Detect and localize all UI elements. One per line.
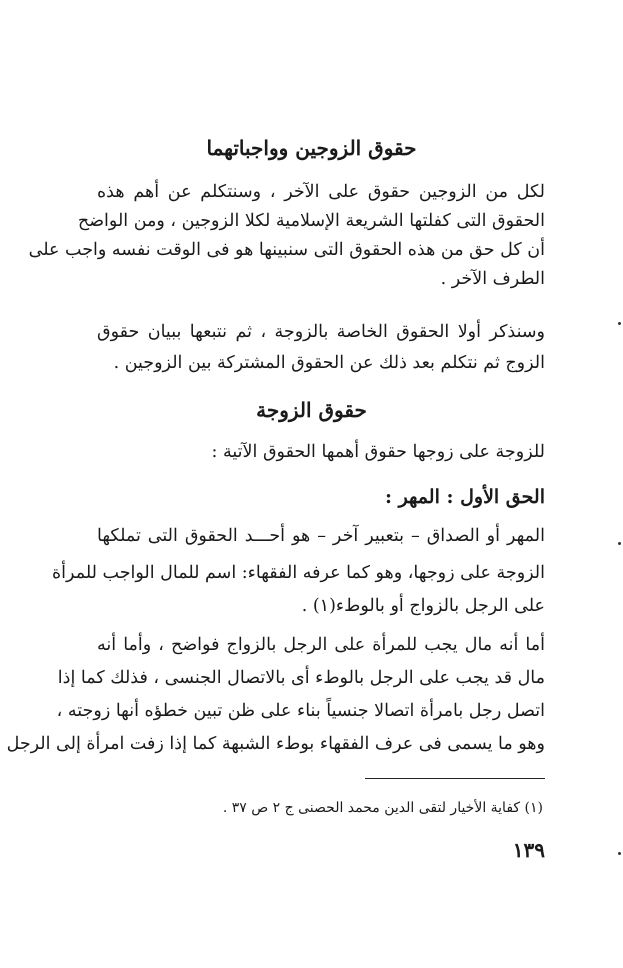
edge-mark: [618, 322, 621, 325]
intro-line: الطرف الآخر .: [440, 269, 545, 289]
right-heading: الحق الأول : المهر :: [384, 486, 545, 508]
section-intro: للزوجة على زوجها حقوق أهمها الحقوق الآتية :: [211, 442, 545, 462]
chapter-title: حقوق الزوجين وواجباتهما: [206, 136, 417, 160]
edge-mark: [618, 542, 621, 545]
explain-line: اتصل رجل بامرأة اتصالا جنسياً بناء على ظن تبين خطؤه أنها زوجته ،: [56, 701, 545, 721]
section-title: حقوق الزوجة: [256, 398, 367, 422]
plan-line: الزوج ثم نتكلم بعد ذلك عن الحقوق المشتركة بين الزوجين .: [113, 353, 545, 373]
footnote-divider: [365, 778, 545, 779]
intro-line: الحقوق التى كفلتها الشريعة الإسلامية لكلا الزوجين ، ومن الواضح: [77, 211, 545, 231]
edge-mark: [618, 852, 621, 855]
mahr-line: المهر أو الصداق – بتعبير آخر – هو أحـــد الحقوق التى تملكها: [97, 526, 545, 546]
explain-line: وهو ما يسمى فى عرف الفقهاء بوطء الشبهة كما إذا زفت امرأة إلى الرجل: [6, 734, 545, 754]
footnote: (١) كفاية الأخيار لتقى الدين محمد الحصنى ج ٢ ص ٣٧ .: [222, 800, 543, 816]
mahr-line: على الرجل بالزواج أو بالوطء(١) .: [301, 596, 545, 616]
page-number: ١٣٩: [512, 838, 545, 862]
intro-line: أن كل حق من هذه الحقوق التى سنبينها هو فى الوقت نفسه واجب على: [28, 240, 545, 260]
explain-line: أما أنه مال يجب للمرأة على الرجل بالزواج فواضح ، وأما أنه: [97, 635, 545, 655]
intro-line: لكل من الزوجين حقوق على الآخر ، وسنتكلم عن أهم هذه: [97, 182, 545, 202]
explain-line: مال قد يجب على الرجل بالوطء أى بالاتصال الجنسى ، فذلك كما إذا: [57, 668, 545, 688]
plan-line: وسنذكر أولا الحقوق الخاصة بالزوجة ، ثم نتبعها ببيان حقوق: [97, 322, 545, 342]
mahr-line: الزوجة على زوجها، وهو كما عرفه الفقهاء: اسم للمال الواجب للمرأة: [52, 563, 545, 583]
